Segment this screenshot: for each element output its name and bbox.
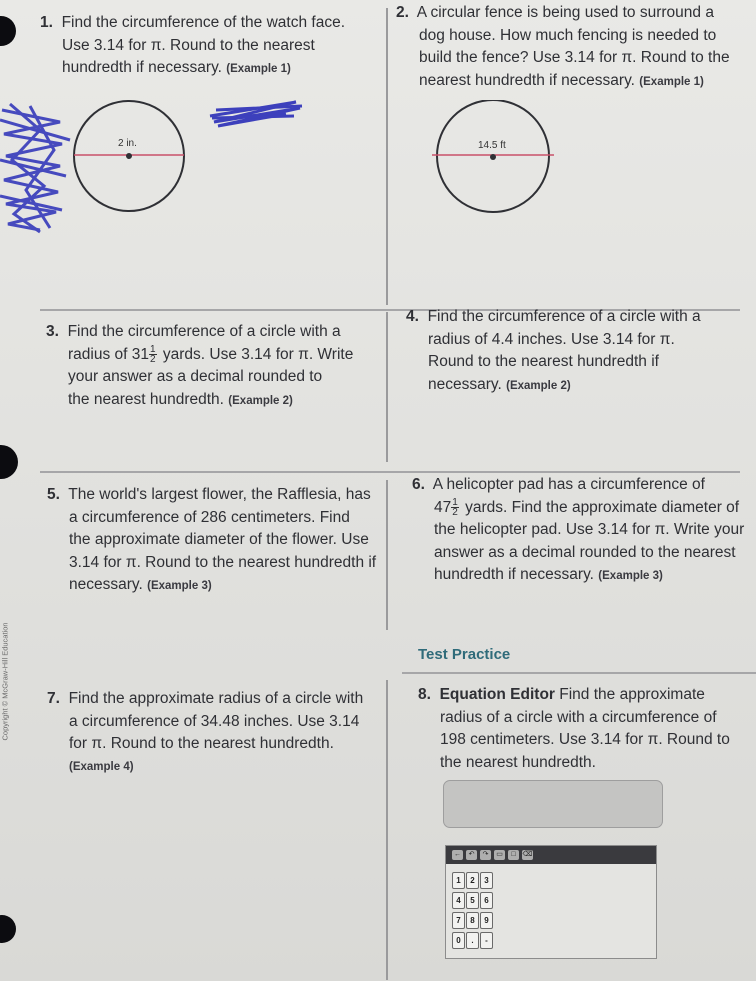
- question-type-label: Equation Editor: [439, 686, 555, 703]
- question-text: 198 centimeters. Use 3.14 for π. Round to: [440, 731, 730, 748]
- question-text: a circumference of 286 centimeters. Find: [69, 508, 350, 526]
- question-text: Find the circumference of a circle with a: [67, 323, 341, 340]
- key-7[interactable]: 7: [452, 912, 465, 929]
- fraction-icon[interactable]: ▭: [494, 850, 505, 860]
- backspace-icon[interactable]: ←: [454, 851, 461, 858]
- key-2[interactable]: 2: [466, 872, 479, 889]
- column-divider: [386, 680, 388, 980]
- question-text: yards. Find the approximate diameter of: [460, 498, 740, 516]
- question-text: hundredth if necessary.: [434, 566, 594, 583]
- editor-toolbar: [446, 846, 656, 864]
- fraction: [451, 498, 459, 517]
- key-0[interactable]: 0: [452, 932, 465, 949]
- row-divider: [402, 672, 756, 674]
- question-number: 2.: [396, 4, 409, 21]
- question-2: [396, 2, 730, 93]
- key-1[interactable]: 1: [452, 872, 465, 889]
- question-text: necessary.: [69, 576, 143, 593]
- column-divider: [386, 480, 388, 630]
- equation-editor[interactable]: [445, 845, 657, 959]
- question-text: Use 3.14 for π. Round to the nearest: [62, 36, 315, 54]
- question-text: for π. Round to the nearest hundredth.: [69, 735, 334, 752]
- question-text: the approximate diameter of the flower. Use: [69, 531, 369, 548]
- question-text: the helicopter pad. Use 3.14 for π. Write your: [434, 521, 745, 538]
- key-9[interactable]: 9: [480, 912, 493, 929]
- key-3[interactable]: 3: [480, 872, 493, 889]
- key-5[interactable]: 5: [466, 892, 479, 909]
- example-reference: (Example 4): [69, 760, 134, 773]
- example-reference: (Example 2): [506, 379, 571, 392]
- question-text: build the fence? Use 3.14 for π. Round to the: [419, 49, 730, 66]
- delete-icon[interactable]: ⌫: [522, 851, 533, 858]
- question-text: Find the circumference of the watch face.: [61, 14, 346, 31]
- question-text: A helicopter pad has a circumference of: [432, 476, 705, 493]
- question-8: [418, 684, 730, 774]
- row-divider: [40, 471, 740, 473]
- question-number: 5.: [47, 486, 60, 503]
- column-divider: [386, 312, 388, 462]
- question-text: nearest hundredth if necessary.: [419, 71, 635, 89]
- question-text: radius of a circle with a circumference of: [440, 708, 717, 726]
- question-text: 3.14 for π. Round to the nearest hundredth if: [69, 553, 377, 571]
- binder-hole: [0, 915, 16, 943]
- example-reference: (Example 3): [598, 570, 663, 582]
- example-reference: (Example 2): [228, 394, 293, 407]
- question-text: a circumference of 34.48 inches. Use 3.14: [69, 712, 360, 730]
- question-3: [46, 321, 353, 412]
- question-number: 8.: [418, 686, 431, 703]
- copyright-text: Copyright © McGraw-Hill Education: [0, 622, 10, 741]
- question-text: hundredth if necessary.: [62, 59, 222, 76]
- test-practice-heading: Test Practice: [418, 646, 511, 663]
- question-text: yards. Use 3.14 for π. Write: [158, 345, 354, 363]
- question-text: A circular fence is being used to surround a: [416, 4, 714, 21]
- example-reference: (Example 1): [226, 63, 291, 75]
- question-text: The world's largest flower, the Rafflesia, has: [68, 486, 371, 503]
- fraction-denominator: 2: [452, 506, 458, 518]
- fraction-numerator: 1: [452, 496, 458, 508]
- question-text: Round to the nearest hundredth if: [428, 353, 659, 370]
- key-8[interactable]: 8: [466, 912, 479, 929]
- question-text: radius of 4.4 inches. Use 3.14 for π.: [428, 330, 675, 348]
- column-divider: [386, 8, 388, 305]
- question-text: answer as a decimal rounded to the nearest: [434, 543, 736, 561]
- question-6: [412, 474, 744, 588]
- question-7: [47, 688, 363, 778]
- diameter-label: 2 in.: [118, 138, 137, 149]
- diameter-label: 14.5 ft: [478, 140, 506, 151]
- answer-box[interactable]: [443, 780, 663, 828]
- question-text: the nearest hundredth.: [68, 390, 224, 408]
- pen-scribble: [206, 96, 306, 128]
- question-5: [47, 484, 376, 598]
- key-4[interactable]: 4: [452, 892, 465, 909]
- question-text: your answer as a decimal rounded to: [68, 368, 323, 385]
- fence-circle-figure: [430, 100, 560, 220]
- question-text: necessary.: [428, 375, 502, 393]
- copyright-notice: [0, 622, 12, 743]
- watch-face-circle-figure: [66, 100, 192, 218]
- question-number: 1.: [40, 14, 53, 31]
- fraction-numerator: 1: [150, 343, 156, 355]
- binder-hole: [0, 16, 16, 46]
- question-text: radius of 31: [68, 345, 149, 363]
- undo-icon[interactable]: ↶: [466, 850, 477, 860]
- question-number: 4.: [406, 308, 419, 325]
- key-minus[interactable]: -: [480, 932, 493, 949]
- question-text: the nearest hundredth.: [440, 753, 596, 771]
- question-text: 47: [434, 498, 452, 516]
- fraction-denominator: 2: [150, 353, 156, 365]
- example-reference: (Example 1): [639, 75, 704, 88]
- question-text: Find the circumference of a circle with a: [427, 308, 701, 325]
- power-icon[interactable]: □: [508, 850, 519, 860]
- keypad: [452, 872, 492, 949]
- example-reference: (Example 3): [147, 580, 212, 592]
- key-6[interactable]: 6: [480, 892, 493, 909]
- question-text: Find the approximate radius of a circle with: [68, 690, 364, 707]
- question-text: Find the approximate: [554, 686, 705, 703]
- redo-icon[interactable]: ↷: [480, 850, 491, 860]
- question-1: [40, 12, 345, 81]
- question-number: 6.: [412, 476, 425, 493]
- question-number: 3.: [46, 323, 59, 340]
- question-text: dog house. How much fencing is needed to: [419, 26, 717, 44]
- key-decimal[interactable]: .: [466, 932, 479, 949]
- fraction: [149, 345, 157, 364]
- question-4: [406, 306, 701, 397]
- binder-hole: [0, 445, 18, 479]
- question-number: 7.: [47, 690, 60, 707]
